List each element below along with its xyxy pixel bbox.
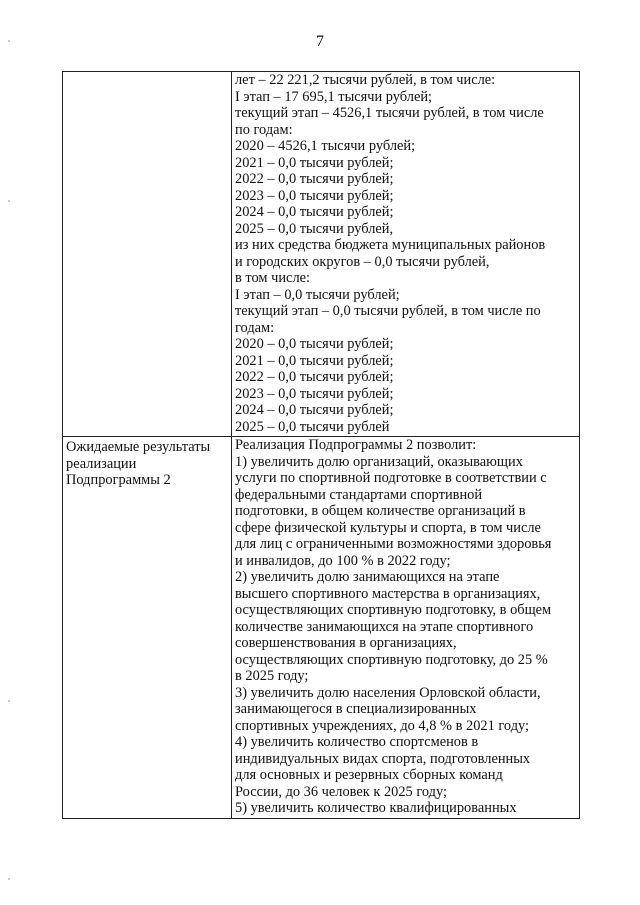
text-line: Реализация Подпрограммы 2 позволит: bbox=[235, 437, 477, 453]
row-label-cell bbox=[63, 437, 232, 818]
text-line: 2021 – 0,0 тысячи рублей; bbox=[235, 154, 394, 171]
scan-mark bbox=[8, 200, 10, 202]
text-line: осуществляющих спортивную подготовку, в общем bbox=[235, 602, 552, 618]
results-text-lines bbox=[235, 437, 576, 817]
text-line: по годам: bbox=[235, 121, 293, 138]
text-line: и инвалидов, до 100 % в 2022 году; bbox=[235, 552, 451, 569]
row-content-cell bbox=[232, 72, 579, 436]
text-line: 1) увеличить долю организаций, оказывающих bbox=[235, 453, 523, 470]
scan-mark bbox=[8, 700, 10, 702]
text-line: реализации bbox=[66, 455, 137, 472]
text-line: и городских округов – 0,0 тысячи рублей, bbox=[235, 253, 490, 270]
text-line: 2025 – 0,0 тысячи рублей bbox=[235, 418, 390, 435]
text-line: лет – 22 221,2 тысячи рублей, в том числе: bbox=[235, 72, 496, 88]
text-line: 2024 – 0,0 тысячи рублей; bbox=[235, 204, 394, 220]
text-line: текущий этап – 4526,1 тысячи рублей, в том числе bbox=[235, 105, 544, 121]
text-line: для основных и резервных сборных команд bbox=[235, 767, 503, 783]
text-line: в 2025 году; bbox=[235, 668, 309, 684]
text-line: 2023 – 0,0 тысячи рублей; bbox=[235, 385, 394, 402]
text-line: России, до 36 человек к 2025 году; bbox=[235, 783, 447, 800]
text-line: Подпрограммы 2 bbox=[66, 472, 171, 488]
text-line: 5) увеличить количество квалифицированных bbox=[235, 800, 517, 816]
text-line: I этап – 0,0 тысячи рублей; bbox=[235, 286, 400, 303]
text-line: 2020 – 0,0 тысячи рублей; bbox=[235, 336, 394, 352]
table-row-expected-results bbox=[63, 436, 579, 818]
text-line: I этап – 17 695,1 тысячи рублей; bbox=[235, 88, 433, 105]
text-line: количестве занимающихся на этапе спортивного bbox=[235, 618, 534, 635]
row-content-cell bbox=[232, 437, 579, 818]
text-line: совершенствования в организациях, bbox=[235, 635, 457, 651]
text-line: в том числе: bbox=[235, 270, 311, 286]
text-line: 2024 – 0,0 тысячи рублей; bbox=[235, 402, 394, 418]
text-line: индивидуальных видах спорта, подготовленных bbox=[235, 750, 531, 767]
text-line: занимающегося в специализированных bbox=[235, 701, 477, 717]
table-row-funding bbox=[63, 72, 579, 436]
text-line: 2022 – 0,0 тысячи рублей; bbox=[235, 171, 394, 187]
text-line: услуги по спортивной подготовке в соответствии с bbox=[235, 470, 547, 486]
text-line: сфере физической культуры и спорта, в том числе bbox=[235, 519, 541, 536]
funding-text-lines bbox=[235, 72, 576, 435]
text-line: из них средства бюджета муниципальных районов bbox=[235, 237, 546, 253]
row-label-lines bbox=[66, 439, 227, 489]
text-line: 2025 – 0,0 тысячи рублей, bbox=[235, 220, 394, 237]
text-line: 2021 – 0,0 тысячи рублей; bbox=[235, 352, 394, 369]
text-line: текущий этап – 0,0 тысячи рублей, в том числе по bbox=[235, 303, 541, 319]
text-line: высшего спортивного мастерства в организациях, bbox=[235, 585, 541, 602]
text-line: 2) увеличить долю занимающихся на этапе bbox=[235, 569, 500, 585]
text-line: 2020 – 4526,1 тысячи рублей; bbox=[235, 138, 416, 154]
text-line: федеральными стандартами спортивной bbox=[235, 486, 483, 503]
row-label-cell bbox=[63, 72, 232, 436]
document-table bbox=[62, 71, 580, 819]
text-line: Ожидаемые результаты bbox=[66, 439, 211, 455]
text-line: 3) увеличить долю населения Орловской области, bbox=[235, 684, 541, 701]
text-line: 4) увеличить количество спортсменов в bbox=[235, 734, 479, 750]
text-line: осуществляющих спортивную подготовку, до 25 % bbox=[235, 651, 548, 668]
text-line: годам: bbox=[235, 319, 275, 336]
text-line: для лиц с ограниченными возможностями здоровья bbox=[235, 536, 552, 552]
page-number: 7 bbox=[316, 33, 324, 50]
scan-mark bbox=[8, 878, 10, 880]
text-line: 2022 – 0,0 тысячи рублей; bbox=[235, 369, 394, 385]
text-line: 2023 – 0,0 тысячи рублей; bbox=[235, 187, 394, 204]
text-line: подготовки, в общем количестве организаций в bbox=[235, 503, 526, 519]
text-line: спортивных учреждениях, до 4,8 % в 2021 году; bbox=[235, 717, 530, 734]
